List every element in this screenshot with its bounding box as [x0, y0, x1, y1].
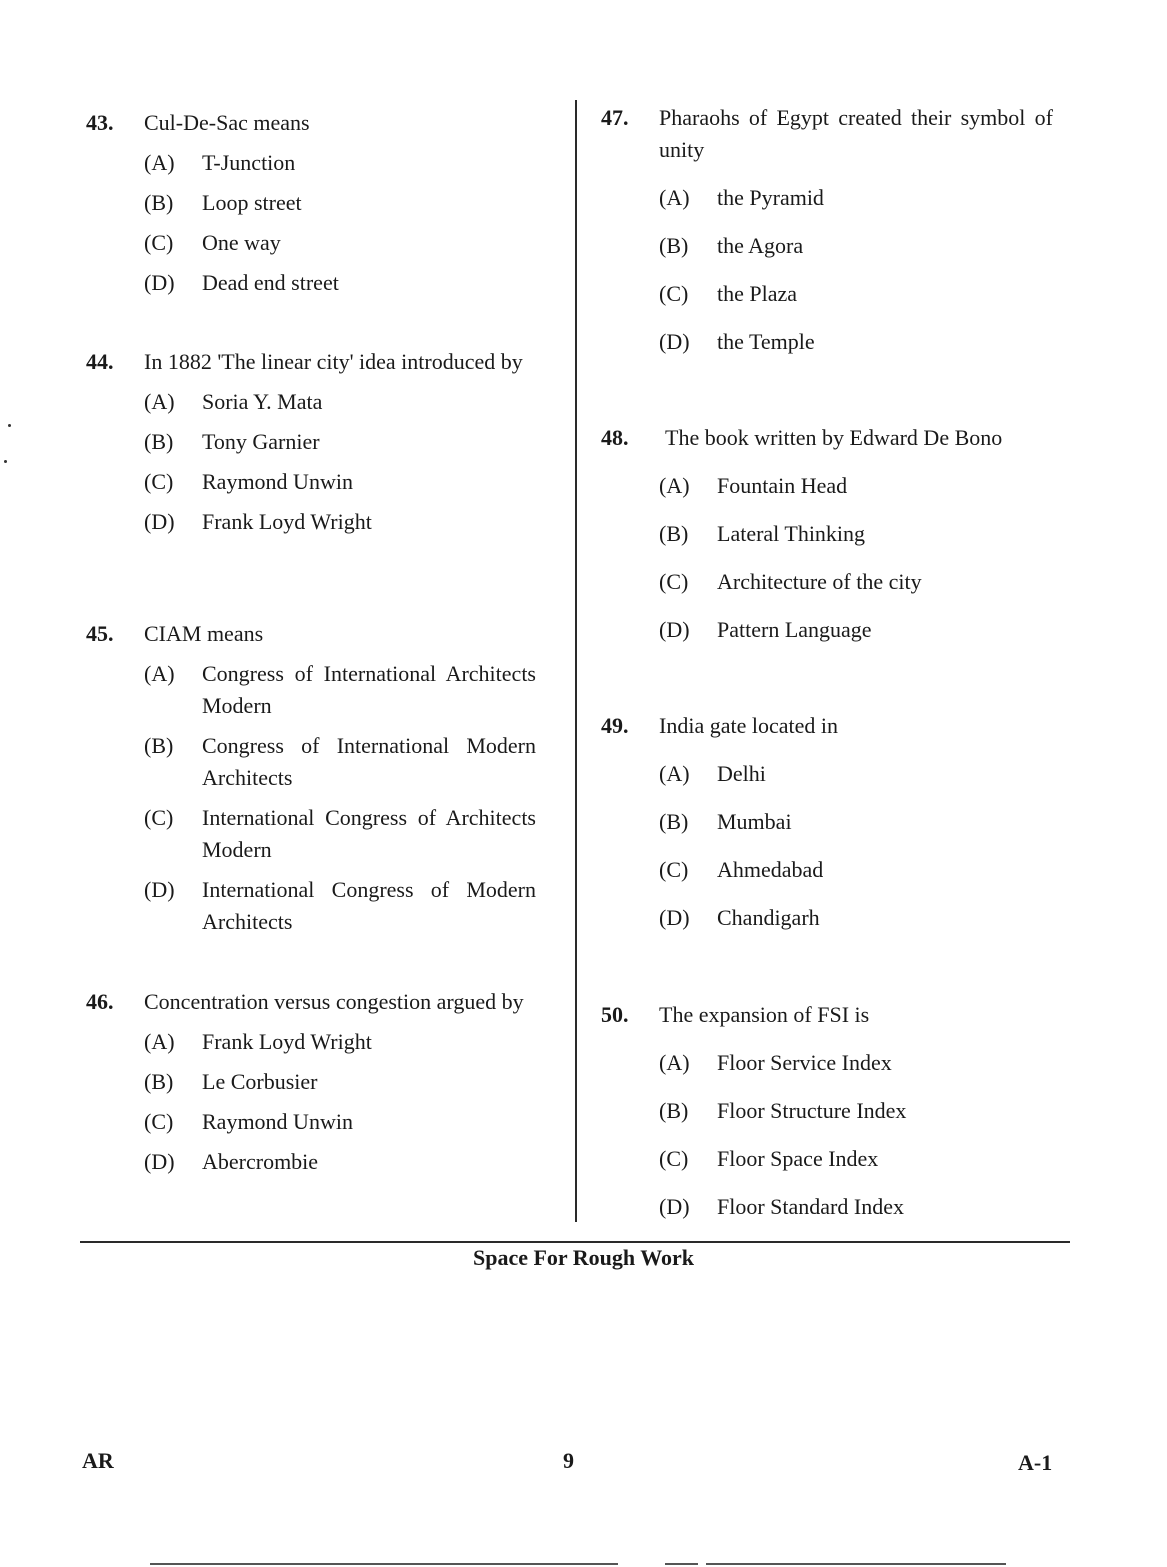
- option-text: Architecture of the city: [717, 569, 922, 594]
- option-text: Lateral Thinking: [717, 521, 866, 546]
- edge-line: [150, 1563, 618, 1565]
- question-text: In 1882 'The linear city' idea introduced by: [144, 349, 523, 374]
- question-number: 45.: [86, 621, 114, 646]
- option-letter: (C): [144, 469, 174, 494]
- question-text: The expansion of FSI is: [659, 1002, 870, 1027]
- option-d: [659, 326, 1053, 358]
- option-letter: (B): [659, 809, 689, 834]
- options-list: [659, 470, 1053, 646]
- question-number: 48.: [601, 425, 629, 450]
- options-list: [144, 1026, 536, 1178]
- option-text: Soria Y. Mata: [202, 389, 323, 414]
- option-c: [659, 854, 1053, 886]
- option-text: Raymond Unwin: [202, 469, 353, 494]
- option-d: [144, 874, 536, 938]
- option-text: Frank Loyd Wright: [202, 509, 372, 534]
- column-divider: [575, 100, 577, 1222]
- option-text: One way: [202, 230, 281, 255]
- rough-work-heading: Space For Rough Work: [472, 1245, 695, 1270]
- option-c: [659, 1143, 1053, 1175]
- option-letter: (D): [144, 270, 175, 295]
- question-50: [601, 999, 1053, 1223]
- option-b: [144, 1066, 536, 1098]
- option-letter: (A): [659, 473, 690, 498]
- option-letter: (A): [659, 185, 690, 210]
- option-c: [144, 1106, 536, 1138]
- option-letter: (C): [144, 1109, 174, 1134]
- option-text: Mumbai: [717, 809, 792, 834]
- question-text: Pharaohs of Egypt created their symbol of unity: [659, 105, 1053, 162]
- option-letter: (D): [659, 1194, 690, 1219]
- options-list: [144, 147, 536, 299]
- question-46: [86, 986, 536, 1178]
- option-letter: (D): [144, 877, 175, 902]
- option-d: [144, 267, 536, 299]
- option-text: Loop street: [202, 190, 302, 215]
- option-text: Dead end street: [202, 270, 339, 295]
- option-letter: (B): [144, 733, 174, 758]
- question-text: CIAM means: [144, 621, 264, 646]
- option-text: Frank Loyd Wright: [202, 1029, 372, 1054]
- option-text: Ahmedabad: [717, 857, 824, 882]
- option-a: [659, 182, 1053, 214]
- question-43: [86, 107, 536, 299]
- option-text: T-Junction: [202, 150, 296, 175]
- option-text: Floor Standard Index: [717, 1194, 904, 1219]
- option-d: [659, 614, 1053, 646]
- option-text: the Pyramid: [717, 185, 824, 210]
- option-letter: (C): [144, 230, 174, 255]
- option-letter: (B): [144, 190, 174, 215]
- question-number: 49.: [601, 713, 629, 738]
- option-d: [144, 1146, 536, 1178]
- option-text: Floor Structure Index: [717, 1098, 907, 1123]
- option-letter: (D): [659, 905, 690, 930]
- option-a: [659, 758, 1053, 790]
- question-47: [601, 102, 1053, 358]
- option-letter: (D): [659, 329, 690, 354]
- option-c: [659, 566, 1053, 598]
- option-letter: (C): [659, 281, 689, 306]
- question-text: Cul-De-Sac means: [144, 110, 310, 135]
- edge-line: [665, 1563, 698, 1565]
- question-number: 44.: [86, 349, 114, 374]
- option-letter: (D): [144, 509, 175, 534]
- option-letter: (B): [659, 521, 689, 546]
- option-text: International Congress of Architects Modern: [202, 805, 536, 862]
- option-text: Delhi: [717, 761, 766, 786]
- question-text: The book written by Edward De Bono: [665, 425, 1003, 450]
- question-number: 43.: [86, 110, 114, 135]
- page-number: 9: [563, 1448, 574, 1473]
- option-text: the Temple: [717, 329, 815, 354]
- option-text: Congress of International Modern Architects: [202, 733, 536, 790]
- option-letter: (C): [659, 1146, 689, 1171]
- option-letter: (C): [659, 857, 689, 882]
- option-c: [144, 466, 536, 498]
- option-letter: (A): [144, 150, 175, 175]
- option-text: Floor Service Index: [717, 1050, 892, 1075]
- option-a: [659, 1047, 1053, 1079]
- option-b: [144, 426, 536, 458]
- question-text: India gate located in: [659, 713, 838, 738]
- option-text: Abercrombie: [202, 1149, 319, 1174]
- options-list: [659, 758, 1053, 934]
- option-c: [144, 802, 536, 866]
- option-text: Tony Garnier: [202, 429, 320, 454]
- option-text: Congress of International Architects Modern: [202, 661, 536, 718]
- option-a: [144, 1026, 536, 1058]
- edge-line: [706, 1563, 1006, 1565]
- option-letter: (A): [144, 661, 175, 686]
- option-letter: (C): [144, 805, 174, 830]
- question-45: [86, 618, 536, 938]
- question-number: 47.: [601, 105, 629, 130]
- option-letter: (A): [144, 1029, 175, 1054]
- option-text: International Congress of Modern Architects: [202, 877, 536, 934]
- option-c: [659, 278, 1053, 310]
- option-letter: (B): [659, 233, 689, 258]
- option-letter: (B): [144, 1069, 174, 1094]
- option-letter: (D): [144, 1149, 175, 1174]
- question-49: [601, 710, 1053, 934]
- option-letter: (C): [659, 569, 689, 594]
- subject-code: AR: [82, 1448, 114, 1473]
- option-b: [144, 730, 536, 794]
- option-a: [144, 658, 536, 722]
- option-text: the Plaza: [717, 281, 798, 306]
- options-list: [659, 1047, 1053, 1223]
- option-d: [659, 1191, 1053, 1223]
- question-text: Concentration versus congestion argued by: [144, 989, 524, 1014]
- option-letter: (D): [659, 617, 690, 642]
- option-b: [659, 806, 1053, 838]
- option-text: Raymond Unwin: [202, 1109, 353, 1134]
- option-b: [144, 187, 536, 219]
- question-number: 50.: [601, 1002, 629, 1027]
- option-text: the Agora: [717, 233, 804, 258]
- option-d: [144, 506, 536, 538]
- options-list: [144, 386, 536, 538]
- option-text: Le Corbusier: [202, 1069, 318, 1094]
- option-text: Pattern Language: [717, 617, 872, 642]
- question-number: 46.: [86, 989, 114, 1014]
- option-b: [659, 1095, 1053, 1127]
- option-letter: (B): [144, 429, 174, 454]
- option-letter: (A): [659, 761, 690, 786]
- option-text: Fountain Head: [717, 473, 848, 498]
- option-text: Chandigarh: [717, 905, 820, 930]
- option-a: [659, 470, 1053, 502]
- option-letter: (B): [659, 1098, 689, 1123]
- options-list: [144, 658, 536, 938]
- option-c: [144, 227, 536, 259]
- options-list: [659, 182, 1053, 358]
- option-text: Floor Space Index: [717, 1146, 879, 1171]
- scan-speck: [4, 460, 7, 463]
- scan-speck: [8, 424, 11, 427]
- question-48: [601, 422, 1053, 646]
- option-b: [659, 518, 1053, 550]
- option-letter: (A): [659, 1050, 690, 1075]
- option-a: [144, 147, 536, 179]
- option-b: [659, 230, 1053, 262]
- option-a: [144, 386, 536, 418]
- option-letter: (A): [144, 389, 175, 414]
- option-d: [659, 902, 1053, 934]
- question-44: [86, 346, 536, 538]
- series-code: A-1: [1018, 1450, 1053, 1475]
